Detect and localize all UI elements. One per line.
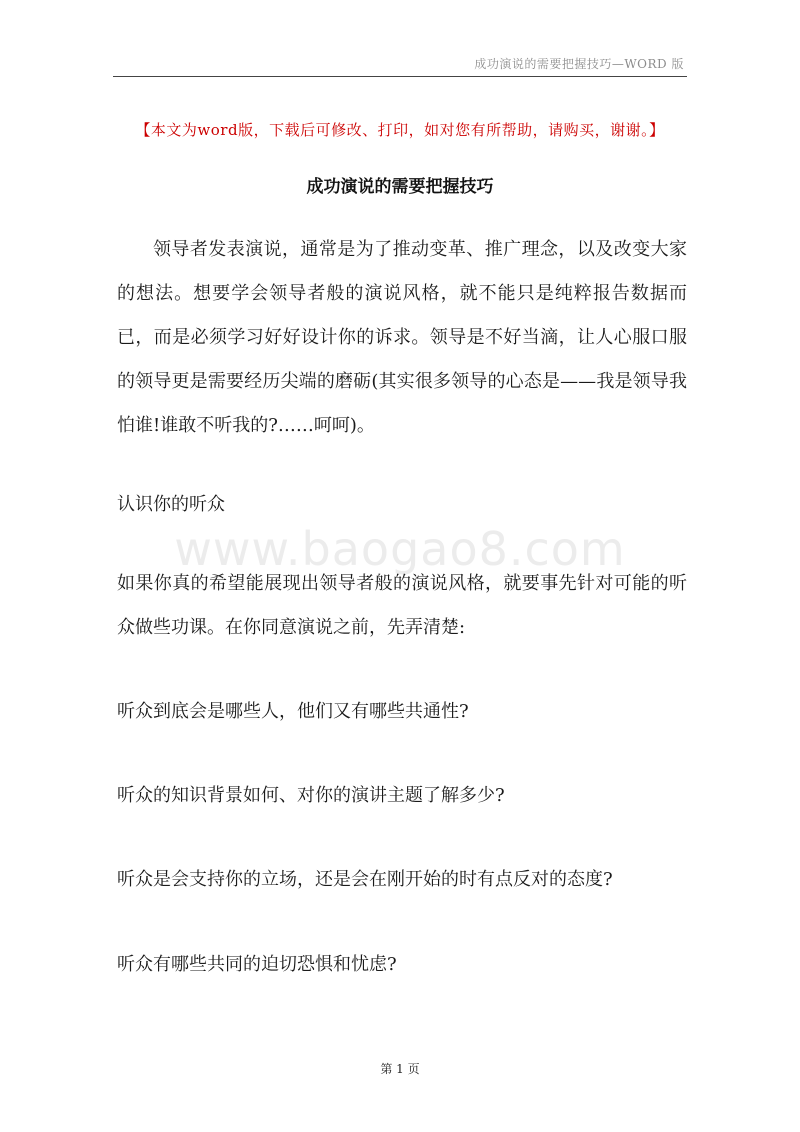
question-item: 听众的知识背景如何、对你的演讲主题了解多少? <box>117 785 505 806</box>
running-header: 成功演说的需要把握技巧—WORD 版 <box>474 57 684 71</box>
question-item: 听众到底会是哪些人，他们又有哪些共通性? <box>117 701 469 722</box>
header-divider <box>113 76 687 77</box>
page-number: 第 1 页 <box>380 1062 420 1076</box>
document-title: 成功演说的需要把握技巧 <box>306 177 494 197</box>
watermark: www.baogao8.com <box>174 522 626 576</box>
question-item: 听众是会支持你的立场，还是会在刚开始的时有点反对的态度? <box>117 869 613 890</box>
download-notice: 【本文为word版，下载后可修改、打印，如对您有所帮助，请购买，谢谢。】 <box>135 121 665 139</box>
section-paragraph: 如果你真的希望能展现出领导者般的演说风格，就要事先针对可能的听众做些功课。在你同意演说之前，先弄清楚: <box>117 573 687 638</box>
intro-paragraph: 领导者发表演说，通常是为了推动变革、推广理念，以及改变大家的想法。想要学会领导者般的演说风格，就不能只是纯粹报告数据而已，而是必须学习好好设计你的诉求。领导是不好当滴，让人心服口服的领导更是需要经历尖端的磨砺(其实很多领导的心态是——我是领导我怕谁!谁敢不听我的?……呵呵)。 <box>117 239 687 436</box>
question-item: 听众有哪些共同的迫切恐惧和忧虑? <box>117 954 397 975</box>
section-heading: 认识你的听众 <box>117 494 225 515</box>
